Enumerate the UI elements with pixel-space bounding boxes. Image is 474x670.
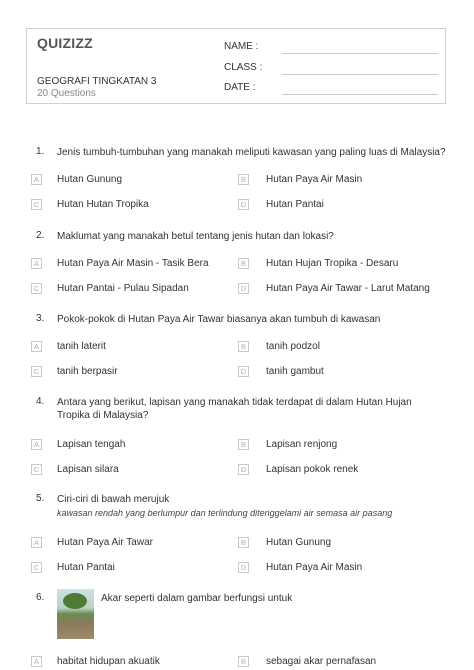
option-d-box[interactable]: D (238, 464, 249, 475)
tree-canopy (63, 593, 87, 609)
option-a-text: Hutan Paya Air Masin - Tasik Bera (57, 258, 209, 269)
option-b-box[interactable]: B (238, 439, 249, 450)
mangrove-tree-image (57, 589, 94, 639)
worksheet-subject: GEOGRAFI TINGKATAN 3 (37, 76, 157, 87)
option-a-text: Hutan Gunung (57, 174, 123, 185)
option-c-box[interactable]: C (31, 464, 42, 475)
option-c-text: Hutan Pantai - Pulau Sipadan (57, 283, 189, 294)
option-a-box[interactable]: A (31, 439, 42, 450)
option-d-text: Hutan Paya Air Tawar - Larut Matang (266, 283, 430, 294)
class-line[interactable] (282, 74, 438, 75)
option-c-box[interactable]: C (31, 199, 42, 210)
option-b-box[interactable]: B (238, 537, 249, 548)
option-d-text: Lapisan pokok renek (266, 464, 359, 475)
option-b-box[interactable]: B (238, 656, 249, 667)
option-d-box[interactable]: D (238, 283, 249, 294)
option-b-text: sebagai akar pernafasan (266, 656, 377, 667)
question-number: 4. (36, 396, 45, 407)
class-label: CLASS : (224, 62, 263, 73)
option-c-box[interactable]: C (31, 562, 42, 573)
option-a-text: Hutan Paya Air Tawar (57, 537, 153, 548)
question-number: 2. (36, 230, 45, 241)
option-a-text: Lapisan tengah (57, 439, 126, 450)
option-d-text: Hutan Pantai (266, 199, 324, 210)
question-number: 3. (36, 313, 45, 324)
option-b-text: Hutan Gunung (266, 537, 332, 548)
question-text: Akar seperti dalam gambar berfungsi untuk (101, 593, 293, 604)
option-a-box[interactable]: A (31, 258, 42, 269)
option-b-text: tanih podzol (266, 341, 320, 352)
option-a-text: habitat hidupan akuatik (57, 656, 160, 667)
question-count: 20 Questions (37, 88, 96, 99)
option-a-box[interactable]: A (31, 537, 42, 548)
option-c-box[interactable]: C (31, 366, 42, 377)
option-b-box[interactable]: B (238, 258, 249, 269)
option-d-box[interactable]: D (238, 199, 249, 210)
question-text: Ciri-ciri di bawah merujuk (57, 494, 170, 505)
option-b-text: Hutan Hujan Tropika - Desaru (266, 258, 399, 269)
option-d-box[interactable]: D (238, 366, 249, 377)
date-label: DATE : (224, 82, 256, 93)
option-b-text: Lapisan renjong (266, 439, 338, 450)
option-b-box[interactable]: B (238, 174, 249, 185)
quizizz-logo: QUIZIZZ (37, 35, 93, 51)
option-a-box[interactable]: A (31, 656, 42, 667)
option-c-text: Hutan Hutan Tropika (57, 199, 149, 210)
name-line[interactable] (282, 53, 438, 54)
name-label: NAME : (224, 41, 259, 52)
option-d-text: tanih gambut (266, 366, 324, 377)
question-text-line2: Tropika di Malaysia? (57, 410, 149, 421)
question-number: 1. (36, 146, 45, 157)
option-b-text: Hutan Paya Air Masin (266, 174, 363, 185)
option-c-text: tanih berpasir (57, 366, 118, 377)
question-text: Jenis tumbuh-tumbuhan yang manakah meliputi kawasan yang paling luas di Malaysia? (57, 147, 446, 158)
question-text: Pokok-pokok di Hutan Paya Air Tawar biasanya akan tumbuh di kawasan (57, 314, 381, 325)
option-c-text: Hutan Pantai (57, 562, 115, 573)
option-d-box[interactable]: D (238, 562, 249, 573)
question-text-line1: Antara yang berikut, lapisan yang manakah tidak terdapat di dalam Hutan Hujan (57, 397, 412, 408)
option-b-box[interactable]: B (238, 341, 249, 352)
option-c-text: Lapisan silara (57, 464, 119, 475)
option-a-box[interactable]: A (31, 341, 42, 352)
question-text: Maklumat yang manakah betul tentang jenis hutan dan lokasi? (57, 231, 334, 242)
question-number: 5. (36, 493, 45, 504)
question-number: 6. (36, 592, 45, 603)
option-d-text: Hutan Paya Air Masin (266, 562, 363, 573)
option-c-box[interactable]: C (31, 283, 42, 294)
option-a-box[interactable]: A (31, 174, 42, 185)
date-line[interactable] (282, 94, 438, 95)
question-subtext: kawasan rendah yang berlumpur dan terlindung ditenggelami air semasa air pasang (57, 508, 393, 518)
option-a-text: tanih laterit (57, 341, 106, 352)
